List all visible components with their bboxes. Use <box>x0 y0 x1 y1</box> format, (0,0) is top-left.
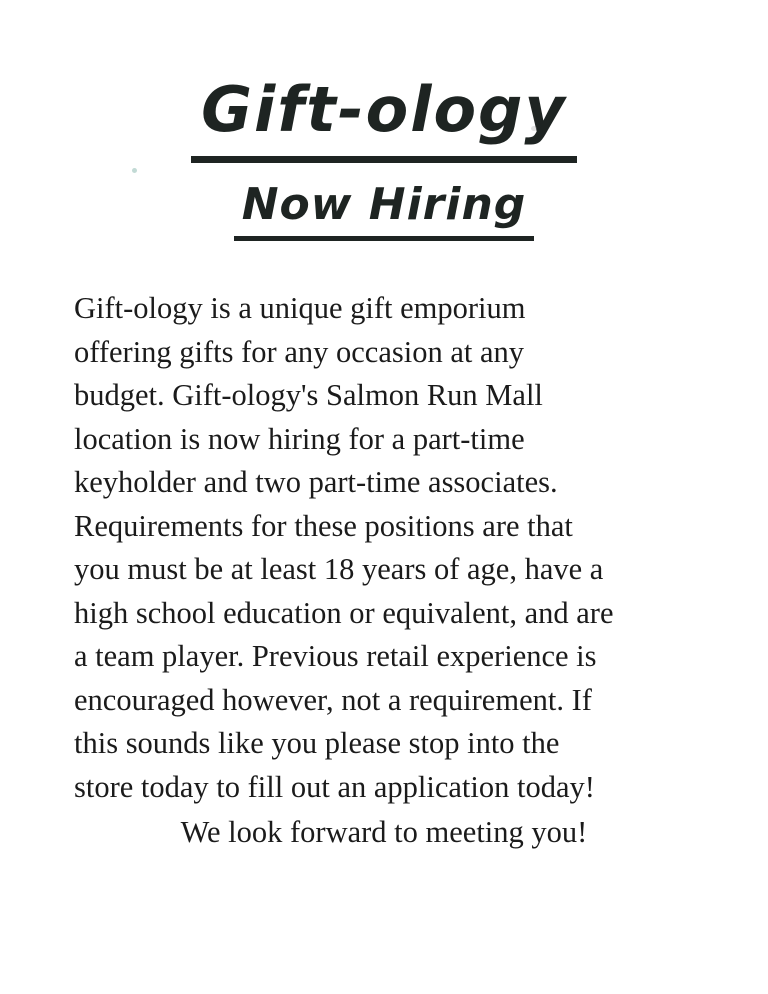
job-description-line: you must be at least 18 years of age, have a <box>74 552 604 586</box>
title-row <box>0 0 768 163</box>
job-description-line: location is now hiring for a part-time <box>74 421 525 456</box>
job-description-line: store today to fill out an application today! <box>74 769 595 804</box>
job-description-line: a team player. Previous retail experience is <box>74 639 597 673</box>
scan-speck <box>531 126 537 131</box>
job-description-line: offering gifts for any occasion at any <box>74 334 525 369</box>
job-description <box>74 287 768 809</box>
job-description-line: keyholder and two part-time associates. <box>74 465 558 499</box>
job-description-line: Gift-ology is a unique gift emporium <box>74 291 526 325</box>
job-description-line: this sounds like you please stop into the <box>74 726 560 760</box>
closing-line: We look forward to meeting you! <box>180 815 588 849</box>
job-description-line: Requirements for these positions are that <box>74 508 573 543</box>
job-description-line: high school education or equivalent, and are <box>74 595 614 630</box>
job-description-line: budget. Gift-ology's Salmon Run Mall <box>74 378 543 412</box>
scan-speck <box>132 168 137 173</box>
subtitle-row <box>0 163 768 241</box>
job-description-line: encouraged however, not a requirement. If <box>74 682 592 717</box>
store-name-title: Gift-ology <box>191 70 577 163</box>
now-hiring-heading: Now Hiring <box>234 178 535 241</box>
